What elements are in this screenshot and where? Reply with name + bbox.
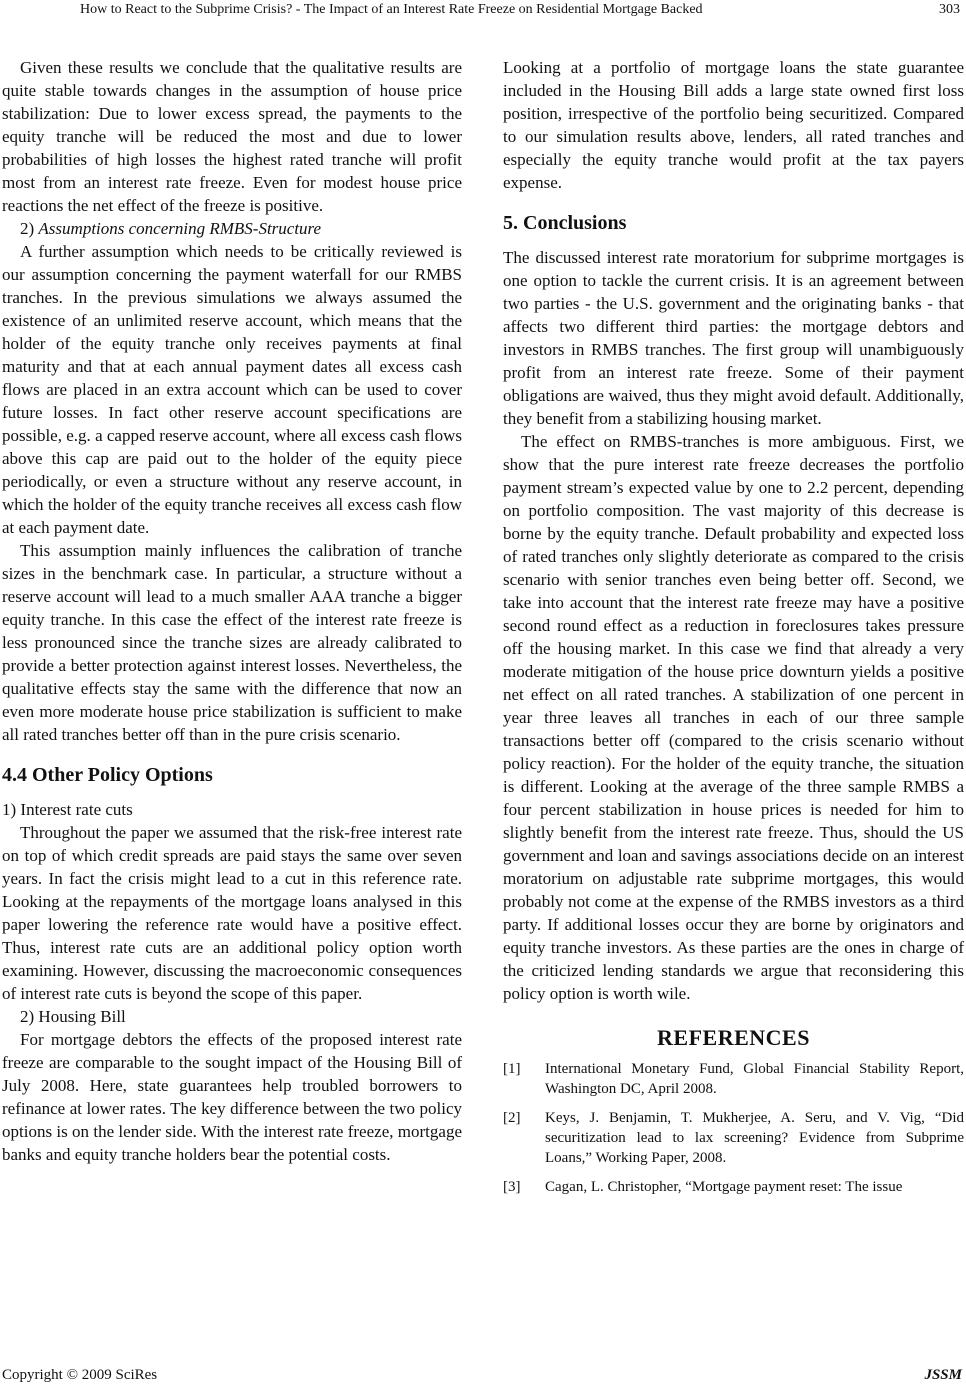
reference-text: Keys, J. Benjamin, T. Mukherjee, A. Seru, and V. Vig, “Did securitization lead to lax screening? Evidence from Subprime Loans,” Working Paper, 2008. — [545, 1110, 964, 1166]
subsection-number: 2) — [20, 219, 35, 238]
paragraph: Throughout the paper we assumed that the risk-free interest rate on top of which credit spreads are paid stays the same over seven years. In fact the crisis might lead to a cut in this reference rate. Looking at the repayments of the mortgage loans analysed in this paper lowering the reference rate would have a positive effect. Thus, interest rate cuts are an additional policy option worth examining. However, discussing the macroeconomic consequences of interest rate cuts is beyond the scope of this paper. — [2, 823, 462, 1003]
paragraph: Looking at a portfolio of mortgage loans the state guarantee included in the Housing Bill adds a large state owned first loss position, irrespective of the portfolio being securitized. Compared to our simulation results above, lenders, all rated tranches and especially the equity tranche would profit at the tax payers expense. — [503, 58, 964, 192]
reference-item — [503, 1108, 964, 1168]
reference-text: International Monetary Fund, Global Financial Stability Report, Washington DC, April 2008. — [545, 1061, 964, 1097]
reference-number: [1] — [503, 1061, 521, 1077]
section-heading: 5. Conclusions — [503, 212, 627, 234]
paragraph: The effect on RMBS-tranches is more ambiguous. First, we show that the pure interest rate freeze decreases the portfolio payment stream’s expected value by one to 2.2 percent, depending on portfolio composition. The vast majority of this decrease is borne by the equity tranche. Default probability and expected loss of rated tranches only slightly deteriorate as compared to the crisis scenario with senior tranches even being better off. Second, we take into account that the interest rate freeze may have a positive second round effect as a reduction in foreclosures takes pressure off the housing market. In this case we find that already a very moderate mitigation of the house price downturn yields a positive net effect on all rated tranches. A stabilization of one percent in year three leaves all tranches in each of our three sample transactions better off (compared to the crisis scenario without policy reaction). For the holder of the equity tranche, the situation is different. Looking at the average of the three sample RMBS a four percent stabilization in house prices is needed for him to slightly benefit from the interest rate freeze. Thus, should the US government and loan and savings associations decide on an interest moratorium on adjustable rate subprime mortgages, this would probably not come at the expense of the RMBS investors as a third party. If additional losses occur they are borne by originators and equity tranche investors. As these parties are the ones in charge of the criticized lending standards we argue that reconsidering this policy option is worth wile. — [503, 432, 964, 1003]
subsection-title: Assumptions concerning RMBS-Structure — [38, 219, 322, 238]
paragraph: The discussed interest rate moratorium for subprime mortgages is one option to tackle the current crisis. It is an agreement between two parties - the U.S. government and the originating banks - that affects two different third parties: the mortgage debtors and investors in RMBS tranches. The first group will unambiguously profit from an interest rate freeze. Some of their payment obligations are waived, thus they might avoid default. Additionally, they benefit from a stabilizing housing market. — [503, 248, 964, 428]
page-number: 303 — [939, 2, 960, 17]
paragraph: A further assumption which needs to be critically reviewed is our assumption concerning the payment waterfall for our RMBS tranches. In the previous simulations we always assumed the existence of an unlimited reserve account, which means that the holder of the equity tranche only receives payments at final maturity and that at each annual payment dates all excess cash flows are placed in an extra account which can be used to cover future losses. In fact other reserve account specifications are possible, e.g. a capped reserve account, where all excess cash flows above this cap are paid out to the holder of the equity piece periodically, or even a structure without any reserve account, in which the holder of the equity tranche receives all excess cash flow at each payment date. — [2, 242, 462, 537]
paragraph: For mortgage debtors the effects of the proposed interest rate freeze are comparable to the sought impact of the Housing Bill of July 2008. Here, state guarantees help troubled borrowers to refinance at lower rates. The key difference between the two policy options is on the lender side. With the interest rate freeze, mortgage banks and equity tranche holders bear the potential costs. — [2, 1030, 462, 1164]
subsection-heading — [2, 217, 462, 240]
subsection-heading: 1) Interest rate cuts — [2, 800, 133, 819]
reference-item — [503, 1177, 964, 1197]
reference-number: [2] — [503, 1110, 521, 1126]
journal-name: JSSM — [924, 1367, 962, 1383]
copyright: Copyright © 2009 SciRes — [2, 1367, 158, 1383]
page-footer — [0, 1366, 966, 1386]
subsection-heading: 2) Housing Bill — [20, 1007, 126, 1026]
reference-number: [3] — [503, 1179, 521, 1195]
references-heading: REFERENCES — [657, 1025, 810, 1050]
running-title: How to React to the Subprime Crisis? - The Impact of an Interest Rate Freeze on Residential Mortgage Backed — [80, 2, 703, 17]
left-column — [2, 56, 462, 1166]
right-column — [503, 56, 964, 1206]
paragraph: Given these results we conclude that the qualitative results are quite stable towards changes in the assumption of house price stabilization: Due to lower excess spread, the payments to the equity tranche will be reduced the most and due to lower probabilities of high losses the highest rated tranche will profit most from an interest rate freeze. Even for modest house price reactions the net effect of the freeze is positive. — [2, 58, 462, 215]
section-heading: 4.4 Other Policy Options — [2, 764, 213, 786]
reference-item — [503, 1059, 964, 1099]
paragraph: This assumption mainly influences the calibration of tranche sizes in the benchmark case. In particular, a structure without a reserve account will lead to a much smaller AAA tranche a bigger equity tranche. In this case the effect of the interest rate freeze is less pronounced since the tranche sizes are already calibrated to provide a better protection against interest losses. Nevertheless, the qualitative effects stay the same with the difference that now an even more moderate house price stabilization is sufficient to make all rated tranches better off than in the pure crisis scenario. — [2, 541, 462, 744]
running-header — [0, 0, 966, 22]
reference-text: Cagan, L. Christopher, “Mortgage payment reset: The issue — [545, 1179, 903, 1195]
